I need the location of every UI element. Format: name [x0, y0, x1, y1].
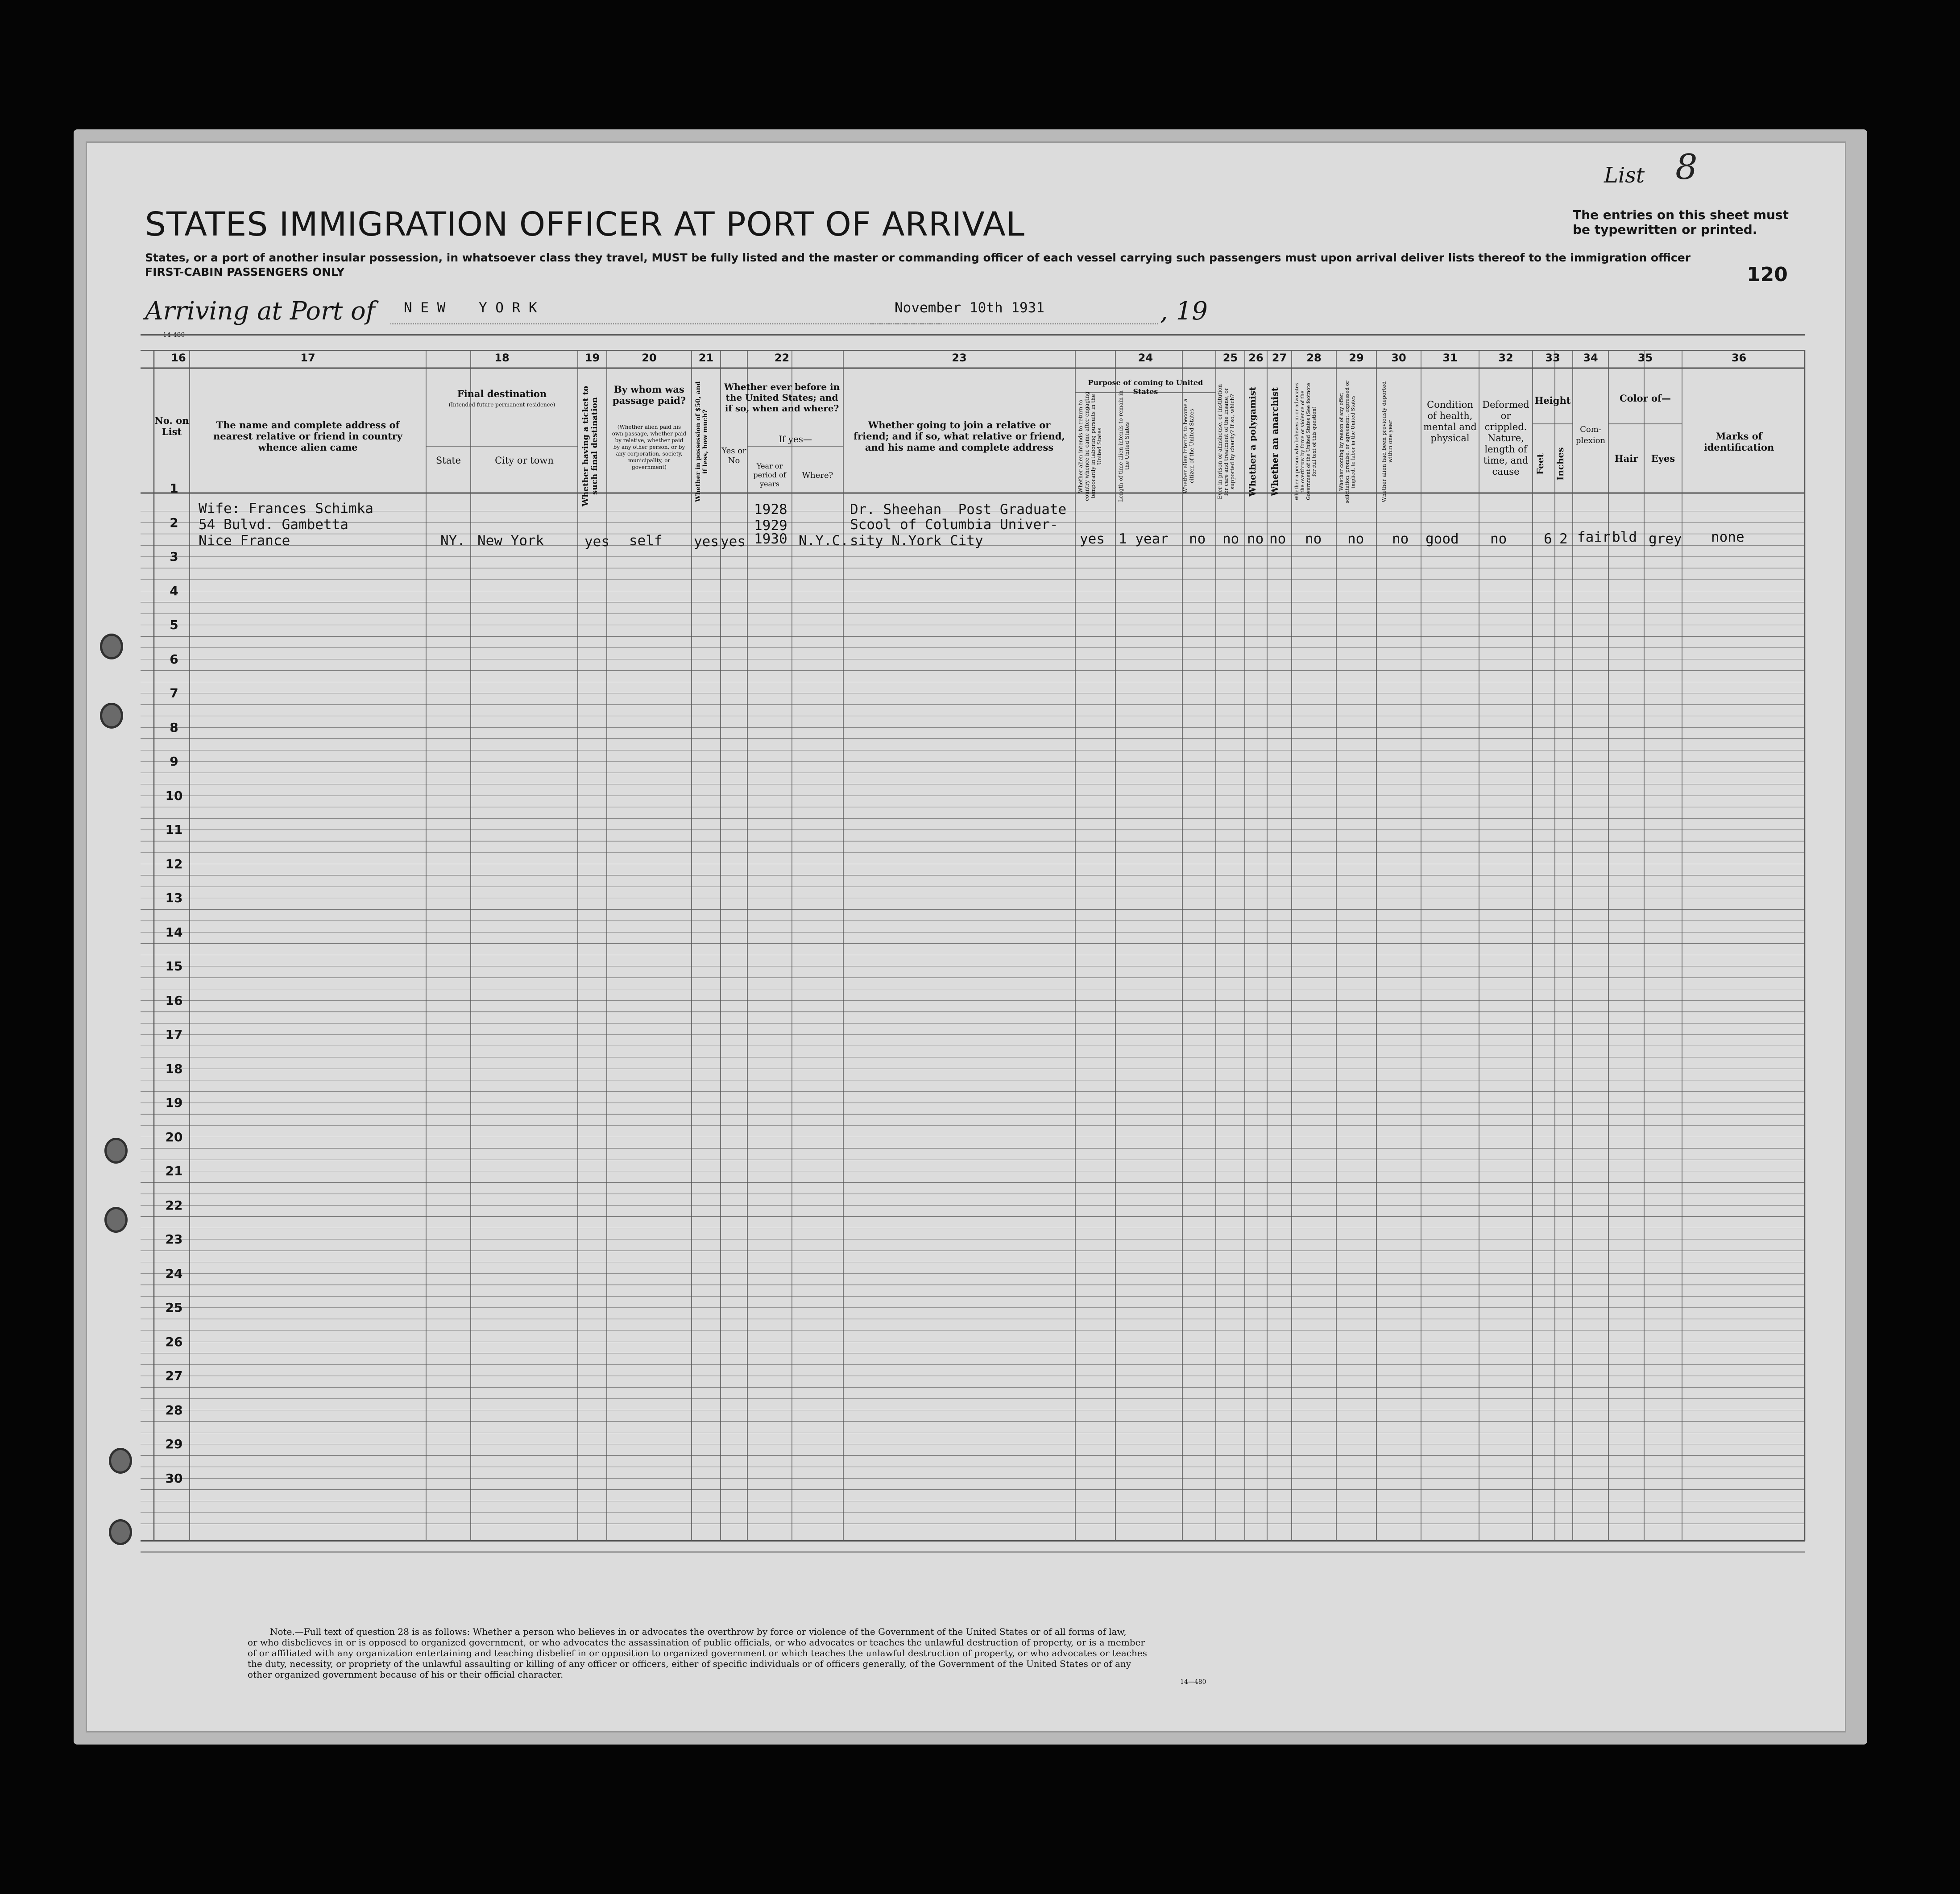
col-22-yesno: Yes or No: [721, 446, 746, 465]
col-18-header: Final destination: [457, 388, 547, 399]
port-name: N E W Y O R K: [404, 300, 537, 316]
col-22-year: Year or period of years: [753, 462, 786, 488]
footnote-code: 14—480: [1180, 1678, 1206, 1686]
complexion-value: fair: [1577, 529, 1611, 545]
row-number: 24: [165, 1266, 183, 1281]
join-line-3: sity N.York City: [850, 533, 983, 549]
col-33-header: Height: [1534, 395, 1571, 406]
row-number: 26: [165, 1334, 183, 1349]
eyes-value: grey: [1649, 531, 1682, 547]
dest-state: NY.: [440, 533, 465, 549]
row-number: 1: [170, 481, 178, 496]
row-number: 10: [165, 788, 183, 803]
col-35-header: Color of—: [1619, 393, 1671, 404]
col-23-header: Whether going to join a relative or friend; and if so, what relative or friend, and his name and complete address: [854, 419, 1065, 453]
footnote-line-4: the duty, necessity, or propriety of the unlawful assaulting or killing of any officer or officers, either of specific individuals or of officers generally, of the Government of the United States or of any: [248, 1658, 1131, 1669]
polygamist-value: no: [1247, 531, 1264, 547]
row-number: 5: [170, 618, 178, 633]
row-number: 9: [170, 754, 178, 769]
col-num-29: 29: [1349, 352, 1364, 364]
col-30-header: Whether alien had been previously deported within one year: [1381, 381, 1393, 502]
row-number: 19: [165, 1095, 183, 1111]
row-number: 11: [165, 822, 183, 837]
col-num-21: 21: [698, 352, 714, 364]
col-num-22: 22: [774, 352, 790, 364]
col-29-header: Whether coming by reason of any offer, solicitation, promise, or agreement, expressed or implied, to labor in the United States: [1338, 380, 1356, 503]
col-num-36: 36: [1731, 352, 1747, 364]
col-num-24: 24: [1138, 352, 1153, 364]
relative-city: Nice France: [199, 533, 290, 549]
col-num-35: 35: [1637, 352, 1653, 364]
join-line-2: Scool of Columbia Univer-: [850, 517, 1058, 533]
deported-value: no: [1392, 531, 1409, 547]
col-18-city: City or town: [495, 455, 554, 466]
footnote-line-2: or who disbelieves in or is opposed to organized government, or who advocates the assassination of public officials, or who advocates or teaches the unlawful destruction of property, or is a member: [248, 1637, 1145, 1648]
row-number: 18: [165, 1061, 183, 1076]
punch-hole: [109, 1448, 132, 1474]
row-number: 20: [165, 1129, 183, 1144]
money-value: yes: [694, 534, 719, 550]
col-num-17: 17: [300, 352, 315, 364]
join-line-1: Dr. Sheehan Post Graduate: [850, 501, 1067, 518]
col-num-27: 27: [1272, 352, 1287, 364]
punch-hole: [109, 1519, 132, 1545]
row-number: 12: [165, 856, 183, 871]
col-33-inches: Inches: [1555, 447, 1566, 481]
row-number: 2: [170, 515, 178, 530]
subtitle-line-1: States, or a port of another insular possession, in whatsoever class they travel, MUST be fully listed and the master or commanding officer of each vessel carrying such passengers must upon arrival deliver lists thereof to the immigration officer: [145, 251, 1691, 264]
col-num-20: 20: [642, 352, 657, 364]
row-number: 7: [170, 686, 178, 701]
row-number: 21: [165, 1164, 183, 1179]
height-feet-value: 6: [1544, 531, 1552, 547]
row-number: 22: [165, 1198, 183, 1213]
paid-by-value: self: [629, 533, 663, 549]
row-number: 8: [170, 720, 178, 735]
marks-value: none: [1711, 529, 1745, 545]
col-33-feet: Feet: [1535, 453, 1546, 475]
prison-value: no: [1222, 531, 1239, 547]
row-number: 23: [165, 1232, 183, 1247]
row-number: 15: [165, 959, 183, 974]
col-16-header: No. on List: [154, 415, 189, 437]
list-number: 8: [1675, 147, 1698, 187]
years-3: 1930: [754, 531, 787, 547]
row-number: 25: [165, 1300, 183, 1315]
manifest-sheet: [87, 143, 1845, 1731]
list-label: List: [1604, 163, 1645, 188]
col-35-eyes: Eyes: [1651, 453, 1675, 464]
col-num-31: 31: [1442, 352, 1458, 364]
col-num-23: 23: [952, 352, 967, 364]
instruction-line-2: be typewritten or printed.: [1573, 222, 1757, 237]
col-22-where: Where?: [802, 471, 833, 480]
row-number: 6: [170, 651, 178, 667]
arriving-label: Arriving at Port of: [145, 297, 375, 326]
col-22-header: Whether ever before in the United States; and if so, when and where?: [724, 381, 840, 414]
anarchist-value: no: [1269, 531, 1286, 547]
col-18-subheader: (Intended future permanent residence): [448, 402, 555, 408]
footnote-line-5: other organized government because of his or their official character.: [248, 1669, 564, 1680]
page-title: STATES IMMIGRATION OFFICER AT PORT OF ARRIVAL: [145, 205, 1025, 244]
instruction-line-1: The entries on this sheet must: [1573, 207, 1789, 222]
years-1: 1928: [754, 501, 787, 518]
col-19-header: Whether having a ticket to such final destination: [581, 385, 599, 507]
col-24-header: Purpose of coming to United States: [1088, 378, 1203, 396]
where-value: N.Y.C.: [799, 533, 849, 549]
relative-street: 54 Bulvd. Gambetta: [199, 517, 348, 533]
hair-value: bld: [1612, 529, 1637, 545]
punch-hole: [100, 634, 123, 659]
col-28-header: Whether a person who believes in or advocates the overthrow by force or violence of the Government of the United States (See footnote for full text of this question): [1294, 382, 1317, 501]
footnote-line-3: of or affiliated with any organization entertaining and teaching disbelief in or opposition to organized government or which teaches the unlawful destruction of property, or who advocates or teaches: [248, 1648, 1147, 1658]
col-20-subheader: (Whether alien paid his own passage, whether paid by relative, whether paid by any other person, or by any corporation, society, municipality, or government): [612, 424, 687, 470]
col-21-header: Whether in possession of $50, and if less, how much?: [695, 381, 709, 502]
overthrow-value: no: [1305, 531, 1322, 547]
punch-hole: [100, 703, 123, 729]
col-num-26: 26: [1248, 352, 1264, 364]
col-34-header: Com-plexion: [1575, 425, 1606, 445]
col-num-25: 25: [1222, 352, 1238, 364]
col-17-header: The name and complete address of nearest relative or friend in country whence alien came: [213, 419, 402, 453]
relative-name: Wife: Frances Schimka: [199, 501, 373, 517]
col-num-16: 16: [171, 352, 186, 364]
col-20-header: By whom was passage paid?: [612, 384, 686, 406]
offer-value: no: [1347, 531, 1364, 547]
citizen-value: no: [1189, 531, 1206, 547]
ticket-value: yes: [584, 534, 609, 550]
row-number: 14: [165, 924, 183, 940]
health-value: good: [1425, 531, 1459, 547]
col-num-19: 19: [584, 352, 600, 364]
col-31-header: Condition of health, mental and physical: [1423, 399, 1477, 443]
row-number: 30: [165, 1471, 183, 1486]
return-value: yes: [1080, 531, 1105, 547]
row-number: 4: [170, 583, 178, 598]
row-number: 3: [170, 549, 178, 564]
row-number: 27: [165, 1368, 183, 1384]
col-num-34: 34: [1583, 352, 1598, 364]
row-number: 16: [165, 993, 183, 1008]
page-number: 120: [1747, 263, 1788, 286]
col-24b-header: Length of time alien intends to remain in the United States: [1118, 390, 1130, 502]
col-num-18: 18: [494, 352, 510, 364]
col-num-28: 28: [1306, 352, 1322, 364]
years-2: 1929: [754, 518, 787, 534]
deformed-value: no: [1490, 531, 1507, 547]
footnote-line-1: Note.—Full text of question 28 is as follows: Whether a person who believes in or advocates the overthrow by force or violence of the Government of the United States or of all forms of law,: [270, 1626, 1127, 1637]
row-number: 13: [165, 891, 183, 906]
col-18-state: State: [435, 455, 461, 466]
before-value: yes: [721, 534, 746, 550]
col-22-ifyes: If yes—: [778, 434, 812, 444]
subtitle-line-2: FIRST-CABIN PASSENGERS ONLY: [145, 265, 345, 278]
col-27-header: Whether an anarchist: [1269, 387, 1280, 497]
col-24c-header: Whether alien intends to become a citizen of the United States: [1182, 398, 1195, 494]
height-inches-value: 2: [1559, 531, 1568, 547]
col-32-header: Deformed or crippled. Nature, length of time, and cause: [1482, 399, 1529, 477]
col-num-30: 30: [1391, 352, 1406, 364]
row-number: 17: [165, 1027, 183, 1042]
col-36-header: Marks of identification: [1703, 431, 1774, 453]
dest-city: New York: [477, 533, 544, 549]
arrival-date: November 10th 1931: [895, 300, 1044, 316]
length-value: 1 year: [1119, 531, 1169, 547]
col-35-hair: Hair: [1614, 453, 1638, 464]
col-num-32: 32: [1498, 352, 1513, 364]
year-suffix: , 19: [1160, 297, 1208, 326]
col-26-header: Whether a polygamist: [1247, 386, 1258, 497]
row-number: 28: [165, 1402, 183, 1417]
col-num-33: 33: [1545, 352, 1560, 364]
punch-hole: [104, 1138, 128, 1164]
form-code: 14-480: [163, 332, 185, 339]
col-24a-header: Whether alien intends to return to country whence he came after engaging temporarily in laboring pursuits in the United States: [1077, 391, 1102, 501]
punch-hole: [104, 1207, 128, 1233]
row-number: 29: [165, 1437, 183, 1452]
col-25-header: Ever in prison or almshouse, or institution for care and treatment of the insane, or supported by charity? If so, which?: [1217, 384, 1235, 499]
manifest-grid: [87, 143, 1845, 1731]
